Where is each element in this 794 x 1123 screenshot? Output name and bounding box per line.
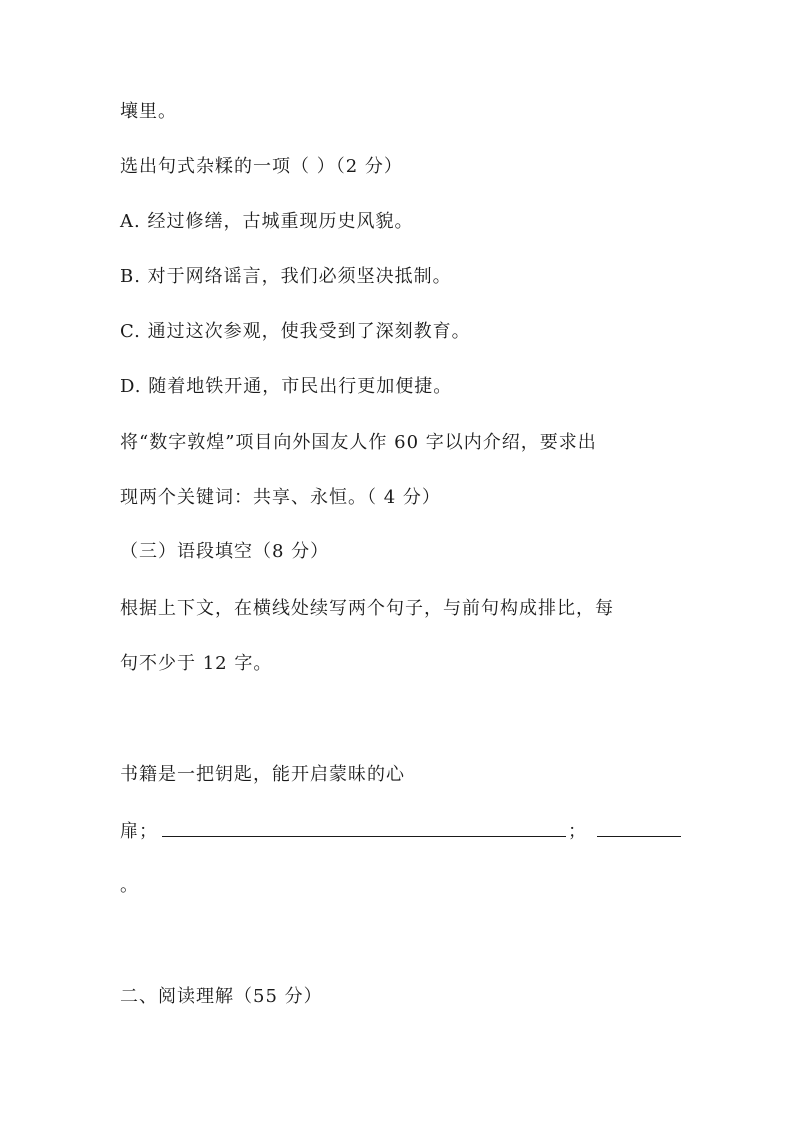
instruction-line2: 句不少于 12 字。	[120, 653, 273, 674]
option-b: B. 对于网络谣言，我们必须坚决抵制。	[120, 266, 452, 287]
question-digital-dunhuang-line2: 现两个关键词：共享、永恒。（ 4 分）	[120, 487, 441, 508]
answer-blank-2[interactable]	[597, 820, 681, 837]
instruction-line1: 根据上下文，在横线处续写两个句子，与前句构成排比，每	[120, 598, 614, 619]
section-heading-paragraph-fill: （三）语段填空（8 分）	[120, 541, 330, 562]
fill-blank-row	[120, 820, 681, 843]
fill-separator: ；	[568, 821, 587, 842]
fill-prefix: 扉；	[120, 821, 158, 842]
text-line-soil-ending: 壤里。	[120, 101, 177, 122]
fill-end-period: 。	[120, 875, 139, 896]
answer-blank-1[interactable]	[162, 820, 566, 837]
question-sentence-mixing: 选出句式杂糅的一项（ ）（2 分）	[120, 156, 403, 177]
question-digital-dunhuang-line1: 将“数字敦煌”项目向外国友人作 60 字以内介绍，要求出	[120, 432, 597, 453]
section-heading-reading: 二、阅读理解（55 分）	[120, 986, 323, 1007]
fill-sentence-start: 书籍是一把钥匙，能开启蒙昧的心	[120, 764, 405, 785]
option-a: A. 经过修缮，古城重现历史风貌。	[120, 211, 414, 232]
option-d: D. 随着地铁开通，市民出行更加便捷。	[120, 376, 453, 397]
option-c: C. 通过这次参观，使我受到了深刻教育。	[120, 321, 471, 342]
